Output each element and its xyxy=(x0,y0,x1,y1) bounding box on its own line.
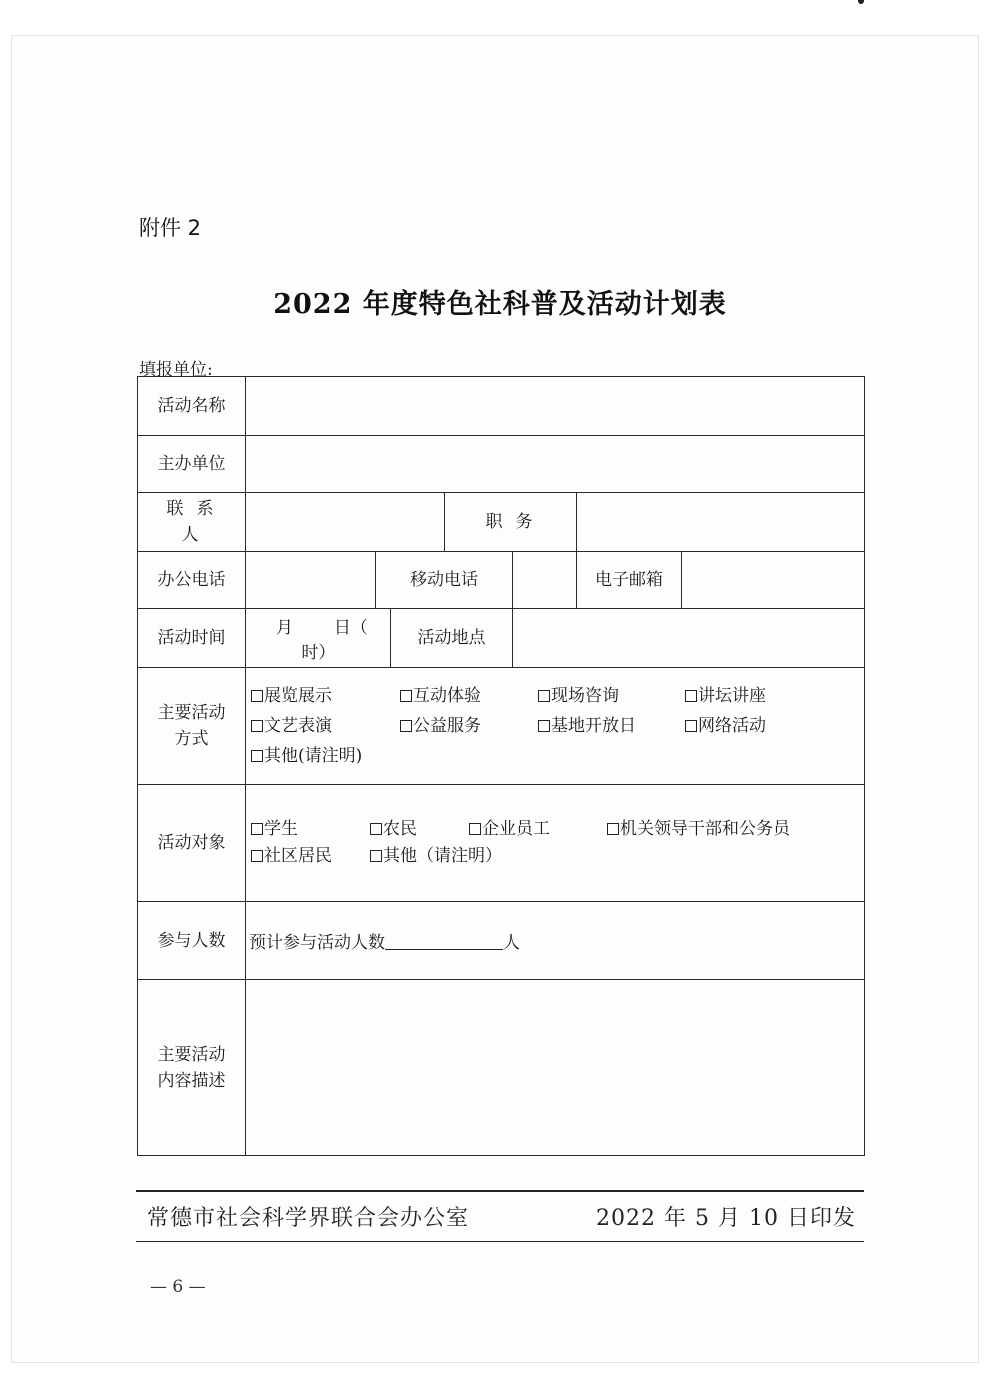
content-description-label xyxy=(138,980,246,1156)
mobile-phone-field[interactable] xyxy=(513,552,577,609)
content-description-field[interactable] xyxy=(246,980,865,1156)
mobile-phone-label: 移动电话 xyxy=(376,552,513,609)
position-field[interactable] xyxy=(577,493,865,552)
issue-date-text: 2022 年 5 月 10 日印发 xyxy=(596,1206,856,1231)
email-label: 电子邮箱 xyxy=(577,552,682,609)
mode-lecture-option[interactable]: 讲坛讲座 xyxy=(685,681,766,711)
checkbox-icon[interactable] xyxy=(400,690,412,702)
activity-target-label: 活动对象 xyxy=(138,785,246,902)
position-label: 职务 xyxy=(445,493,577,552)
mode-open-day-option[interactable]: 基地开放日 xyxy=(538,711,685,741)
activity-mode-options xyxy=(246,668,865,785)
mode-exhibition-option[interactable]: 展览展示 xyxy=(251,681,400,711)
checkbox-icon[interactable] xyxy=(251,720,263,732)
activity-mode-label-line1: 主要活动 xyxy=(157,703,226,723)
activity-time-field[interactable] xyxy=(246,609,391,668)
mode-interactive-option[interactable]: 互动体验 xyxy=(400,681,538,711)
scan-mark xyxy=(858,0,864,4)
reporting-unit-label: 填报单位: xyxy=(139,360,213,380)
host-unit-label: 主办单位 xyxy=(138,436,246,493)
checkbox-icon[interactable] xyxy=(685,690,697,702)
activity-mode-label-line2: 方式 xyxy=(174,729,209,749)
contact-person-field[interactable] xyxy=(246,493,445,552)
target-farmer-option[interactable]: 农民 xyxy=(370,816,469,843)
mode-performance-option[interactable]: 文艺表演 xyxy=(251,711,400,741)
time-day: 日（ xyxy=(333,618,368,638)
content-description-label-line1: 主要活动 xyxy=(157,1044,226,1065)
mode-other-option[interactable]: 其他(请注明) xyxy=(251,746,362,766)
participants-unit: 人 xyxy=(503,933,520,953)
checkbox-icon[interactable] xyxy=(469,823,481,835)
target-official-option[interactable]: 机关领导干部和公务员 xyxy=(607,816,790,843)
target-student-option[interactable]: 学生 xyxy=(251,816,370,843)
mode-online-option[interactable]: 网络活动 xyxy=(685,711,766,741)
participants-field xyxy=(246,902,865,980)
page-number: — 6 — xyxy=(150,1277,206,1297)
activity-name-label: 活动名称 xyxy=(138,377,246,436)
checkbox-icon[interactable] xyxy=(538,720,550,732)
footer-divider-bottom xyxy=(136,1241,864,1242)
checkbox-icon[interactable] xyxy=(370,823,382,835)
activity-place-field[interactable] xyxy=(513,609,865,668)
issuer-text: 常德市社会科学界联合会办公室 xyxy=(147,1206,470,1231)
checkbox-icon[interactable] xyxy=(538,690,550,702)
participants-input[interactable] xyxy=(385,931,503,950)
mode-public-service-option[interactable]: 公益服务 xyxy=(400,711,538,741)
activity-target-options xyxy=(246,785,865,902)
target-other-option[interactable]: 其他（请注明） xyxy=(370,843,502,870)
target-employee-option[interactable]: 企业员工 xyxy=(469,816,607,843)
mode-consultation-option[interactable]: 现场咨询 xyxy=(538,681,685,711)
time-month: 月 xyxy=(276,618,293,638)
activity-time-label: 活动时间 xyxy=(138,609,246,668)
checkbox-icon[interactable] xyxy=(251,690,263,702)
activity-mode-label xyxy=(138,668,246,785)
content-description-label-line2: 内容描述 xyxy=(157,1070,226,1091)
participants-text: 预计参与活动人数 xyxy=(249,933,385,953)
office-phone-label: 办公电话 xyxy=(138,552,246,609)
checkbox-icon[interactable] xyxy=(251,823,263,835)
time-hour: 时） xyxy=(301,643,336,663)
activity-place-label: 活动地点 xyxy=(391,609,513,668)
checkbox-icon[interactable] xyxy=(685,720,697,732)
footer-divider-top xyxy=(136,1190,864,1192)
checkbox-icon[interactable] xyxy=(370,850,382,862)
email-field[interactable] xyxy=(682,552,865,609)
page-title: 2022 年度特色社科普及活动计划表 xyxy=(273,289,727,320)
attachment-label: 附件 2 xyxy=(139,216,202,240)
contact-person-label: 联系人 xyxy=(138,493,246,552)
activity-plan-table xyxy=(137,376,865,1156)
checkbox-icon[interactable] xyxy=(400,720,412,732)
host-unit-field[interactable] xyxy=(246,436,865,493)
checkbox-icon[interactable] xyxy=(607,823,619,835)
checkbox-icon[interactable] xyxy=(251,850,263,862)
office-phone-field[interactable] xyxy=(246,552,376,609)
activity-name-field[interactable] xyxy=(246,377,865,436)
participants-label: 参与人数 xyxy=(138,902,246,980)
checkbox-icon[interactable] xyxy=(251,750,263,762)
target-resident-option[interactable]: 社区居民 xyxy=(251,843,370,870)
